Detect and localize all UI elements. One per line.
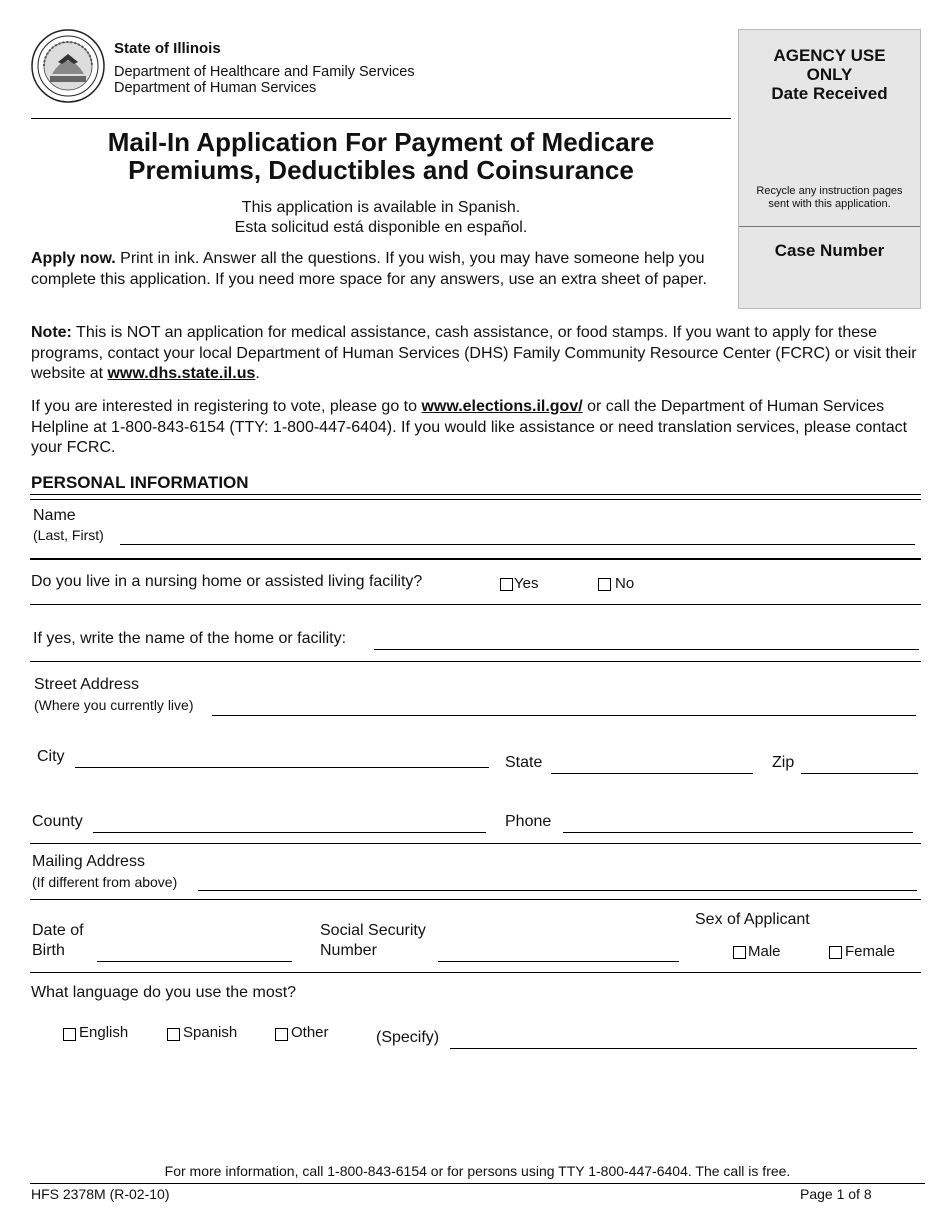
city-field[interactable] <box>75 767 489 768</box>
row-divider <box>30 604 921 605</box>
phone-field[interactable] <box>563 832 913 833</box>
street-address-field[interactable] <box>212 715 916 716</box>
voter-registration-paragraph: If you are interested in registering to vote, please go to www.elections.il.gov/ or call the Department of Human Services Helpline at 1-800-843-6154 (TTY: 1-800-447-6404). If you would like assistance or need translation services, please contact your FCRC. <box>31 398 908 456</box>
specify-field[interactable] <box>450 1048 917 1049</box>
yes-label: Yes <box>514 575 539 592</box>
mailing-address-sublabel: (If different from above) <box>32 874 178 890</box>
no-label: No <box>615 575 635 592</box>
yes-checkbox[interactable] <box>500 578 513 591</box>
section-heading-personal: PERSONAL INFORMATION <box>31 473 249 492</box>
language-question: What language do you use the most? <box>31 984 297 1001</box>
other-checkbox[interactable] <box>275 1028 288 1041</box>
spanish-checkbox[interactable] <box>167 1028 180 1041</box>
street-address-sublabel: (Where you currently live) <box>34 697 194 713</box>
name-field[interactable] <box>120 544 915 545</box>
illinois-seal <box>30 28 106 104</box>
note-paragraph: Note: This is NOT an application for medical assistance, cash assistance, or food stamps. If you want to apply for these programs, contact your local Department of Human Services (DHS) Family Community Resource Center (FCRC) or visit their website at www.dhs.state.il.us. <box>31 324 917 382</box>
male-label: Male <box>748 943 781 960</box>
english-checkbox[interactable] <box>63 1028 76 1041</box>
english-label: English <box>79 1024 129 1041</box>
facility-label: If yes, write the name of the home or facility: <box>33 630 347 647</box>
county-field[interactable] <box>93 832 486 833</box>
zip-field[interactable] <box>801 773 918 774</box>
section-rule-bottom <box>30 499 921 500</box>
agency-use-box <box>738 29 921 309</box>
female-checkbox[interactable] <box>829 946 842 959</box>
name-label: Name <box>33 507 76 524</box>
page-number: Page 1 of 8 <box>800 1186 872 1202</box>
row-divider <box>30 972 921 973</box>
spanish-label: Spanish <box>183 1024 238 1041</box>
ssn-label-line1: Social Security <box>320 922 426 939</box>
name-sublabel: (Last, First) <box>33 527 104 543</box>
agency-divider <box>739 226 920 227</box>
other-label: Other <box>291 1024 329 1041</box>
form-id: HFS 2378M (R-02-10) <box>31 1186 170 1202</box>
spanish-availability: This application is available in Spanish. Esta solicitud está disponible en español. <box>234 199 528 236</box>
state-field[interactable] <box>551 773 753 774</box>
recycle-note: Recycle any instruction pages sent with this application. <box>756 185 903 210</box>
phone-label: Phone <box>505 813 552 830</box>
male-checkbox[interactable] <box>733 946 746 959</box>
state-name: State of Illinois <box>114 40 221 57</box>
section-rule-top <box>30 494 921 495</box>
row-divider <box>30 899 921 900</box>
no-checkbox[interactable] <box>598 578 611 591</box>
dhs-website-link[interactable]: www.dhs.state.il.us <box>107 365 256 382</box>
case-number-label: Case Number <box>774 241 885 260</box>
page-title: Mail-In Application For Payment of Medicare Premiums, Deductibles and Coinsurance <box>107 127 655 185</box>
dob-label-line1: Date of <box>32 922 84 939</box>
mailing-address-field[interactable] <box>198 890 917 891</box>
row-divider <box>30 661 921 662</box>
agency-use-title: AGENCY USE ONLY Date Received <box>771 46 888 103</box>
facility-field[interactable] <box>374 649 919 650</box>
mailing-address-label: Mailing Address <box>32 853 145 870</box>
female-label: Female <box>845 943 896 960</box>
row-divider <box>30 843 921 844</box>
street-address-label: Street Address <box>34 676 139 693</box>
footer-rule <box>30 1183 925 1184</box>
elections-website-link[interactable]: www.elections.il.gov/ <box>421 398 583 415</box>
apply-now-paragraph: Apply now. Print in ink. Answer all the questions. If you wish, you may have someone help you complete this application. If you need more space for any answers, use an extra sheet of paper. <box>31 250 707 288</box>
footer-info: For more information, call 1-800-843-6154 or for persons using TTY 1-800-447-6404. The call is free. <box>164 1163 791 1179</box>
state-label: State <box>505 754 543 771</box>
ssn-label-line2: Number <box>320 942 377 959</box>
dob-label-line2: Birth <box>32 942 65 959</box>
zip-label: Zip <box>772 754 795 771</box>
row-divider <box>30 558 921 560</box>
header-rule <box>31 118 731 119</box>
ssn-field[interactable] <box>438 961 679 962</box>
city-label: City <box>37 748 65 765</box>
department-dhs: Department of Human Services <box>114 80 317 96</box>
dob-field[interactable] <box>97 961 292 962</box>
county-label: County <box>32 813 83 830</box>
department-hfs: Department of Healthcare and Family Services <box>114 64 415 80</box>
nursing-home-question: Do you live in a nursing home or assisted living facility? <box>31 573 423 590</box>
specify-label: (Specify) <box>376 1029 440 1046</box>
sex-label: Sex of Applicant <box>695 911 810 928</box>
